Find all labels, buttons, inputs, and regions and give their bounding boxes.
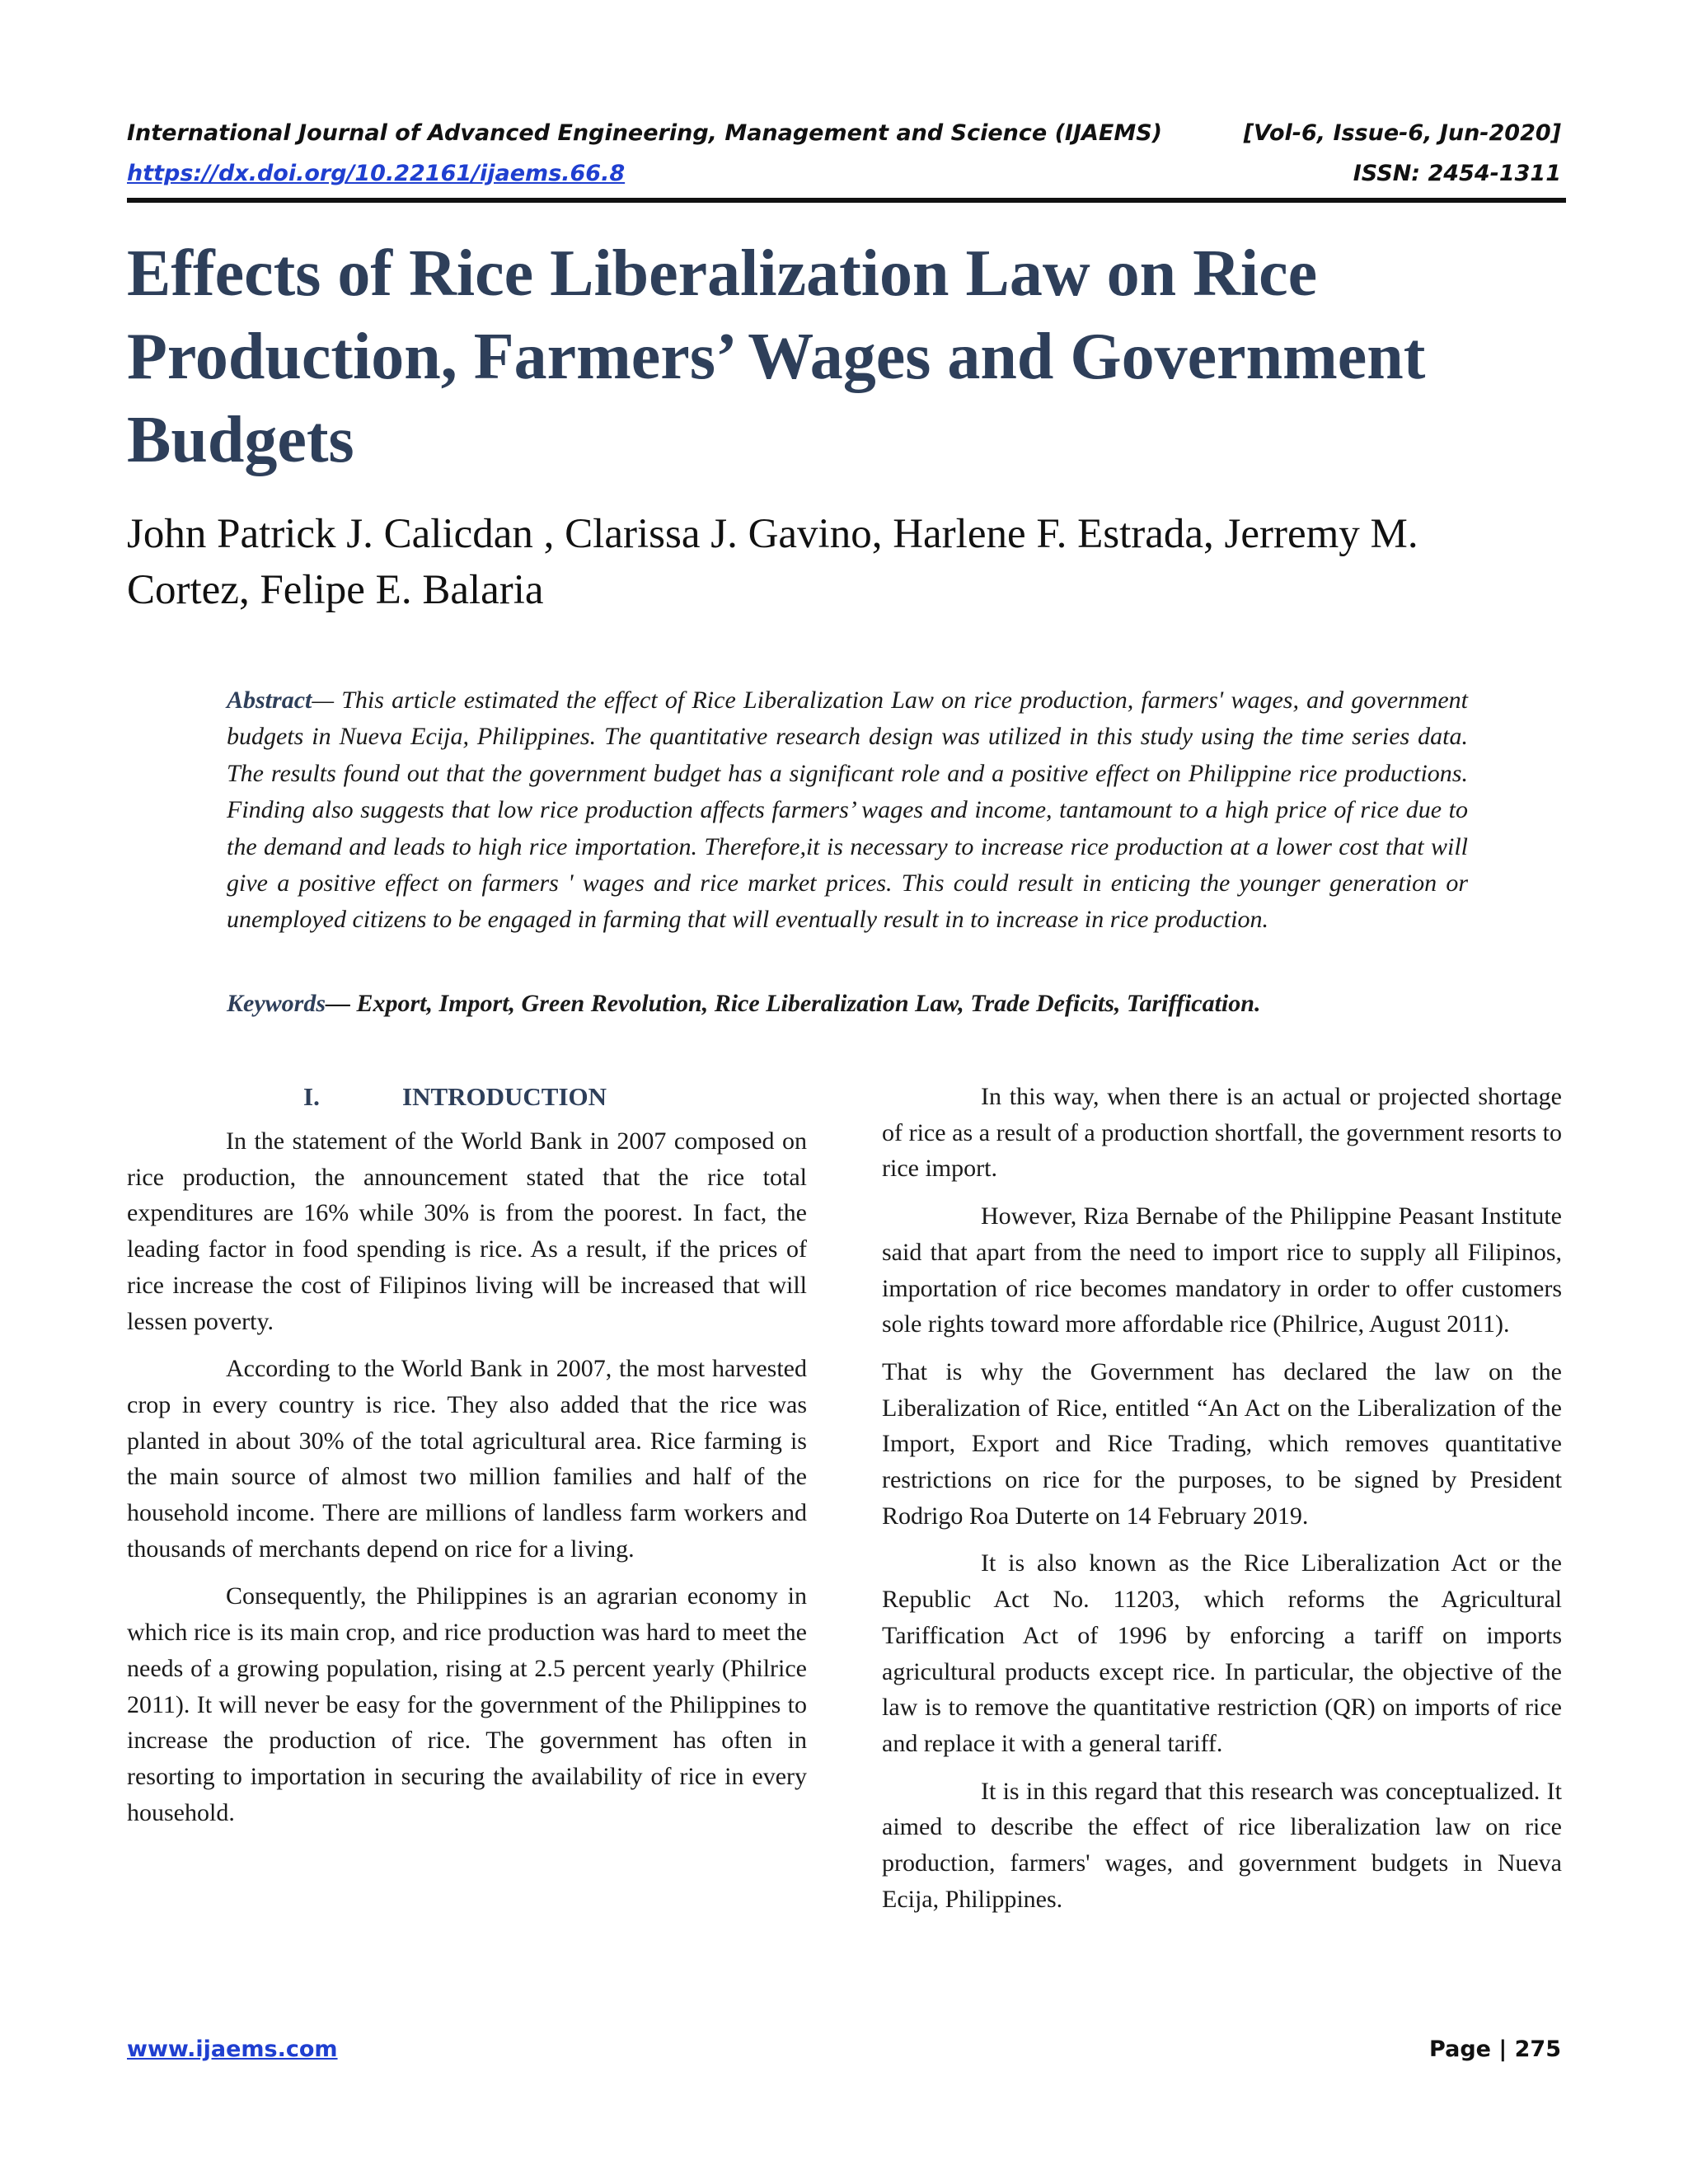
paragraph: Consequently, the Philippines is an agrarian economy in which rice is its main crop, and rice production was hard to meet the needs of a growing population, rising at 2.5 percent yearly (Philrice 2011). It will never be easy for the government of the Philippines to increase the production of rice. The government has often in resorting to importation in securing the availability of rice in every household. bbox=[127, 1582, 807, 1826]
website-link[interactable]: www.ijaems.com bbox=[127, 2036, 338, 2062]
abstract-label: Abstract bbox=[227, 687, 312, 714]
running-header bbox=[127, 120, 1561, 148]
title-line-3: Budgets bbox=[127, 404, 354, 476]
doi-link[interactable]: https://dx.doi.org/10.22161/ijaems.66.8 bbox=[127, 161, 626, 186]
paragraph: In the statement of the World Bank in 2007 composed on rice production, the announcement stated that the rice total expenditures are 16% while 30% is from the poorest. In fact, the leading factor in food spending is rice. As a result, if the prices of rice increase the cost of Filipinos living will be increased that will lessen poverty. bbox=[127, 1127, 807, 1335]
paragraph: According to the World Bank in 2007, the most harvested crop in every country is rice. They also added that the rice was planted in about 30% of the total agricultural area. Rice farming is the main source of almost two million families and half of the household income. There are millions of landless farm workers and thousands of merchants depend on rice for a living. bbox=[127, 1355, 807, 1563]
paragraph: That is why the Government has declared the law on the Liberalization of Rice, entitled “An Act on the Liberalization of the Import, Export and Rice Trading, which removes quantitative restrictions on rice for the purposes, to be signed by President Rodrigo Roa Duterte on 14 February 2019. bbox=[882, 1357, 1562, 1530]
left-column bbox=[127, 1079, 807, 1830]
issue-info: [Vol-6, Issue-6, Jun-2020] bbox=[1243, 120, 1561, 146]
header-rule bbox=[127, 198, 1566, 203]
right-column bbox=[882, 1079, 1562, 1917]
author-list bbox=[127, 506, 1578, 618]
paragraph: It is also known as the Rice Liberalization Act or the Republic Act No. 11203, which reforms the Agricultural Tariffication Act of 1996 by enforcing a tariff on imports agricultural products except rice. In particular, the objective of the law is to remove the quantitative restriction (QR) on imports of rice and replace it with a general tariff. bbox=[882, 1549, 1562, 1757]
paragraph: In this way, when there is an actual or projected shortage of rice as a result of a production shortfall, the government resorts to rice import. bbox=[882, 1083, 1562, 1183]
section-heading bbox=[303, 1079, 807, 1115]
title-line-2: Production, Farmers’ Wages and Government bbox=[127, 321, 1426, 393]
paper-title bbox=[127, 232, 1569, 482]
keywords bbox=[227, 986, 1512, 1022]
page-footer bbox=[127, 2036, 1561, 2064]
title-line-1: Effects of Rice Liberalization Law on Rice bbox=[127, 237, 1318, 310]
authors-line-1: John Patrick J. Calicdan , Clarissa J. Gavino, Harlene F. Estrada, Jerremy M. bbox=[127, 511, 1418, 557]
running-subheader bbox=[127, 160, 1561, 188]
journal-name: International Journal of Advanced Engineering, Management and Science (IJAEMS) bbox=[127, 120, 1163, 146]
issn: ISSN: 2454-1311 bbox=[1353, 161, 1561, 186]
authors-line-2: Cortez, Felipe E. Balaria bbox=[127, 567, 544, 613]
paragraph: However, Riza Bernabe of the Philippine Peasant Institute said that apart from the need to import rice to supply all Filipinos, importation of rice becomes mandatory in order to offer customers sole rights toward more affordable rice (Philrice, August 2011). bbox=[882, 1202, 1562, 1338]
section-number: I. bbox=[303, 1082, 320, 1111]
page-number: Page | 275 bbox=[1429, 2036, 1561, 2062]
section-title: INTRODUCTION bbox=[402, 1082, 607, 1111]
keywords-label: Keywords bbox=[227, 990, 326, 1017]
abstract bbox=[227, 682, 1468, 939]
abstract-text: — This article estimated the effect of Rice Liberalization Law on rice production, farmers' wages, and government budgets in Nueva Ecija, Philippines. The quantitative research design was utilized in this study using the time series data. The results found out that the government budget has a significant role and a positive effect on Philippine rice productions. Finding also suggests that low rice production affects farmers’ wages and income, tantamount to a high price of rice due to the demand and leads to high rice importation. Therefore,it is necessary to increase rice production at a lower cost that will give a positive effect on farmers ' wages and rice market prices. This could result in enticing the younger generation or unemployed citizens to be engaged in farming that will eventually result in to increase in rice production. bbox=[227, 687, 1468, 934]
paragraph: It is in this regard that this research was conceptualized. It aimed to describe the effect of rice liberalization law on rice production, farmers' wages, and government budgets in Nueva Ecija, Philippines. bbox=[882, 1777, 1562, 1913]
keywords-text: — Export, Import, Green Revolution, Rice Liberalization Law, Trade Deficits, Tariffication. bbox=[326, 990, 1261, 1017]
